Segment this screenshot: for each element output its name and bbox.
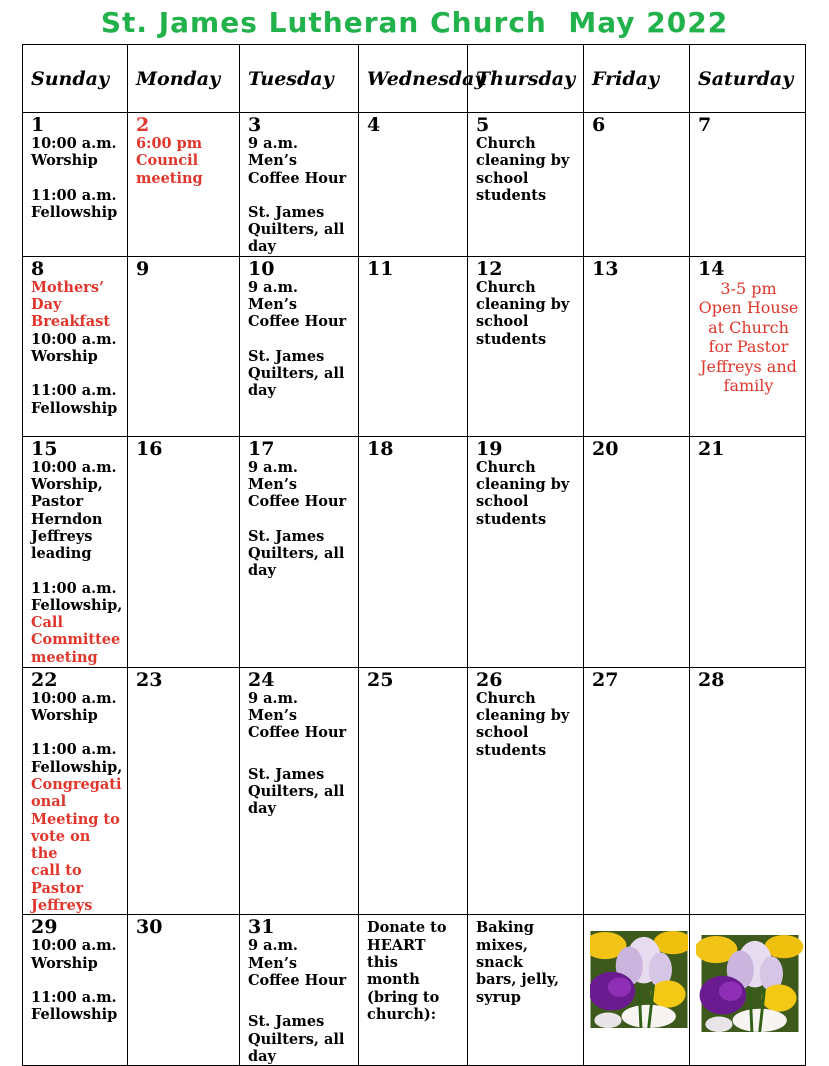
event-line: 3-5 pm <box>720 278 777 298</box>
event-line: St. James <box>248 765 325 783</box>
event-line: 9 a.m. Men’s <box>248 937 298 972</box>
weekday-saturday: Saturday <box>690 45 806 113</box>
event-line: Coffee Hour <box>248 169 347 187</box>
day-number: 11 <box>367 257 394 280</box>
calendar-grid <box>22 44 806 1066</box>
day-cell <box>240 256 359 436</box>
event-line: Congregati <box>31 775 122 793</box>
event-line: 9 a.m. Men’s <box>248 689 298 725</box>
event-line: Call <box>31 614 63 632</box>
event-line: cleaning by <box>476 476 570 494</box>
day-number: 8 <box>31 257 45 280</box>
event-line: Coffee Hour <box>248 971 347 989</box>
event-line: 10:00 a.m. <box>31 330 117 348</box>
event-line: Quilters, all <box>248 364 345 382</box>
event-line: Church <box>476 689 536 707</box>
day-cell <box>468 667 584 915</box>
event-line: Quilters, all <box>248 221 345 239</box>
donate-cell <box>359 915 468 1066</box>
day-cell <box>690 667 806 915</box>
day-cell <box>23 113 128 257</box>
event-line: meeting <box>136 169 203 187</box>
day-number: 27 <box>592 668 619 691</box>
event-line: Fellowship, <box>31 596 123 614</box>
event-line: 11:00 a.m. <box>31 186 117 204</box>
day-cell <box>584 113 690 257</box>
day-cell <box>359 436 468 667</box>
event-line: Committee <box>31 631 121 649</box>
day-cell <box>128 436 240 667</box>
donate-line: HEART this <box>367 936 426 971</box>
event-line: school <box>476 169 529 187</box>
day-number: 1 <box>31 114 45 136</box>
day-number: 25 <box>367 668 394 691</box>
donate-line: month <box>367 971 420 989</box>
day-number: 13 <box>592 257 619 280</box>
event-line: 11:00 a.m. <box>31 988 117 1006</box>
event-line: for Pastor <box>708 337 789 357</box>
day-cell <box>359 113 468 257</box>
day-number: 7 <box>698 114 712 136</box>
donate-line: (bring to <box>367 988 440 1006</box>
event-line: Mothers’ <box>31 278 105 296</box>
day-cell <box>690 256 806 436</box>
day-cell <box>23 436 128 667</box>
day-number: 29 <box>31 916 58 939</box>
day-cell <box>128 256 240 436</box>
event-line: Worship, <box>31 476 103 494</box>
event-line: cleaning by <box>476 296 570 314</box>
event-line: Worship <box>31 152 98 170</box>
event-line: 11:00 a.m. <box>31 382 117 400</box>
event-line: Fellowship, <box>31 758 123 776</box>
day-number: 23 <box>136 668 163 691</box>
event-line: call to <box>31 862 82 880</box>
week-row <box>23 256 806 436</box>
event-line: 9 a.m. Men’s <box>248 458 298 494</box>
day-number: 31 <box>248 916 275 939</box>
day-cell <box>359 256 468 436</box>
event-line: school <box>476 313 529 331</box>
week-row <box>23 113 806 257</box>
donate-line: bars, jelly, <box>476 971 560 989</box>
event-line: cleaning by <box>476 152 570 170</box>
week-row <box>23 667 806 915</box>
event-line: 9 a.m. Men’s <box>248 135 298 170</box>
event-line: St. James <box>248 1013 325 1031</box>
event-line: 9 a.m. Men’s <box>248 278 298 314</box>
flower-cell <box>584 915 690 1066</box>
day-number: 10 <box>248 257 275 280</box>
event-line: day <box>248 382 276 400</box>
day-cell <box>23 256 128 436</box>
day-number: 20 <box>592 437 619 460</box>
day-cell <box>359 667 468 915</box>
weekday-header-row <box>23 45 806 113</box>
weekday-wednesday: Wednesday <box>359 45 468 113</box>
event-line: Breakfast <box>31 313 111 331</box>
event-line: at Church <box>708 317 789 337</box>
event-line: students <box>476 510 547 528</box>
event-line: Open House <box>698 298 799 318</box>
event-line: 10:00 a.m. <box>31 689 117 707</box>
event-line: students <box>476 330 547 348</box>
day-cell <box>584 667 690 915</box>
donate-line: church): <box>367 1005 437 1023</box>
event-line: St. James <box>248 347 325 365</box>
event-line: day <box>248 1047 276 1065</box>
event-line: Quilters, all <box>248 782 345 800</box>
donate-line: Donate to <box>367 919 447 937</box>
day-cell <box>240 436 359 667</box>
event-line: Coffee Hour <box>248 724 347 742</box>
event-line: Coffee Hour <box>248 313 347 331</box>
event-line: meeting <box>31 648 98 666</box>
crocus-flower-image <box>696 935 804 1032</box>
day-number: 16 <box>136 437 163 460</box>
day-number: 12 <box>476 257 503 280</box>
event-line: Church <box>476 278 536 296</box>
day-number: 22 <box>31 668 58 691</box>
event-line: Council <box>136 152 199 170</box>
weekday-monday: Monday <box>128 45 240 113</box>
day-cell <box>240 915 359 1066</box>
event-line: Church <box>476 458 536 476</box>
event-line: Pastor <box>31 879 84 897</box>
day-cell <box>690 436 806 667</box>
event-line: St. James <box>248 527 325 545</box>
event-line: 10:00 a.m. <box>31 937 117 955</box>
event-line: vote on the <box>31 827 91 863</box>
day-number: 19 <box>476 437 503 460</box>
crocus-flower-image <box>590 931 688 1028</box>
day-cell <box>584 436 690 667</box>
event-line: Day <box>31 296 62 314</box>
donate-line: syrup <box>476 988 521 1006</box>
day-number: 15 <box>31 437 58 460</box>
day-number: 30 <box>136 916 163 939</box>
event-line: day <box>248 800 276 818</box>
day-cell <box>690 113 806 257</box>
event-line: Worship <box>31 954 98 972</box>
event-line: school <box>476 493 529 511</box>
weekday-tuesday: Tuesday <box>240 45 359 113</box>
event-line: Quilters, all <box>248 544 345 562</box>
day-number: 9 <box>136 257 150 280</box>
event-line: St. James <box>248 203 325 221</box>
week-row <box>23 436 806 667</box>
event-line: Church <box>476 135 536 152</box>
flower-cell <box>690 915 806 1066</box>
day-number: 2 <box>136 114 150 136</box>
event-line: 6:00 pm <box>136 135 203 152</box>
weekday-sunday: Sunday <box>23 45 128 113</box>
event-line: family <box>723 376 774 396</box>
event-line: day <box>248 562 276 580</box>
calendar-title: St. James Lutheran Church May 2022 <box>100 6 729 39</box>
event-line: Jeffreys <box>31 527 93 545</box>
event-line: Pastor <box>31 493 84 511</box>
donate-line: mixes, snack <box>476 936 528 971</box>
day-cell <box>23 915 128 1066</box>
day-number: 28 <box>698 668 725 691</box>
donate-items-cell <box>468 915 584 1066</box>
day-cell <box>584 256 690 436</box>
day-cell <box>128 113 240 257</box>
event-line: Jeffreys and <box>700 356 797 376</box>
day-cell <box>128 667 240 915</box>
day-cell <box>128 915 240 1066</box>
event-line: 11:00 a.m. <box>31 741 117 759</box>
week-row <box>23 915 806 1066</box>
event-line: Quilters, all <box>248 1030 345 1048</box>
day-cell <box>468 113 584 257</box>
event-line: school <box>476 724 529 742</box>
day-cell <box>240 667 359 915</box>
day-cell <box>23 667 128 915</box>
day-number: 17 <box>248 437 275 460</box>
event-line: Fellowship <box>31 203 118 221</box>
event-line: day <box>248 238 276 256</box>
event-line: Fellowship <box>31 399 118 417</box>
event-line: Herndon <box>31 510 103 528</box>
event-line: Worship <box>31 347 98 365</box>
event-line: Meeting to <box>31 810 120 828</box>
day-cell <box>240 113 359 257</box>
day-cell <box>468 436 584 667</box>
event-line: Worship <box>31 707 98 725</box>
day-cell <box>468 256 584 436</box>
weekday-friday: Friday <box>584 45 690 113</box>
day-number: 3 <box>248 114 262 136</box>
event-line: cleaning by <box>476 707 570 725</box>
event-line: 10:00 a.m. <box>31 458 117 476</box>
day-number: 6 <box>592 114 606 136</box>
event-line: 11:00 a.m. <box>31 579 117 597</box>
day-number: 26 <box>476 668 503 691</box>
donate-line: Baking <box>476 919 534 937</box>
event-line: students <box>476 186 547 204</box>
day-number: 24 <box>248 668 275 691</box>
event-line: Jeffreys <box>31 897 93 915</box>
day-number: 4 <box>367 114 381 136</box>
event-line: 10:00 a.m. <box>31 135 117 152</box>
weekday-thursday: Thursday <box>468 45 584 113</box>
event-line: onal <box>31 793 67 811</box>
day-number: 18 <box>367 437 394 460</box>
event-line: leading <box>31 545 92 563</box>
day-number: 14 <box>698 257 725 280</box>
day-number: 5 <box>476 114 490 136</box>
day-number: 21 <box>698 437 725 460</box>
event-line: Coffee Hour <box>248 493 347 511</box>
event-line: students <box>476 741 547 759</box>
event-line: Fellowship <box>31 1006 118 1024</box>
